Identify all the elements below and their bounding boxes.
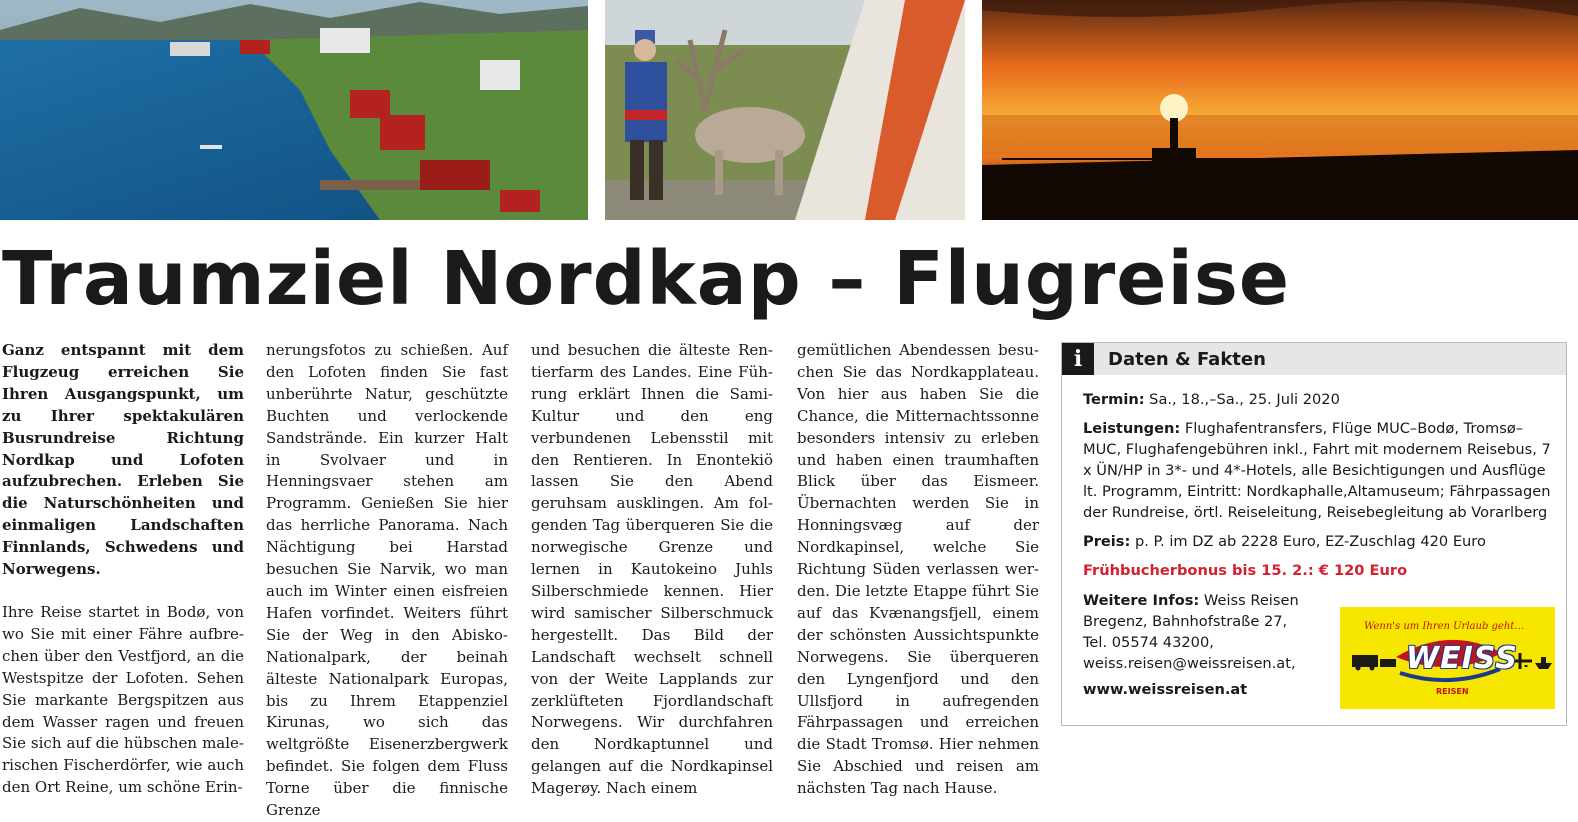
article-column-3 <box>531 340 773 798</box>
preis-value: p. P. im DZ ab 2228 Euro, EZ-Zuschlag 420 Euro <box>1130 533 1486 550</box>
facts-contact <box>1083 590 1345 700</box>
infos-phone: Tel. 05574 43200, <box>1083 634 1214 651</box>
article-paragraph-4: gemütlichen Abendessen besuchen Sie das Nordkapplateau. Von hier aus haben Sie die Chance, die Mitternachtssonne besonders intensiv zu erleben und haben einen traumhaften Blick über das Eismeer. Übernachten werden Sie in Honningsvæg auf der Nordkapinsel, welche Sie Richtung Süden verlassen werden. Die letzte Etappe führt Sie auf das Kvænangsfjell, einem der schönsten Aussichtspunkte Norwegens. Sie überqueren den Lyngenfjord und den Ullsfjord in aufregenden Fährpassagen und erreichen die Stadt Tromsø. Hier nehmen Sie Abschied und reisen am nächsten Tag nach Hause. <box>797 341 1039 798</box>
article-paragraph-1: Ihre Reise startet in Bodø, von wo Sie mit einer Fähre aufbrechen über den Vestfjord, an die Westspitze der Lofoten. Sehen Sie markante Bergspitzen aus dem Wasser ragen und freuen Sie sich auf die hübschen malerischen Fischerdörfer, wie auch den Ort Reine, um schöne Erin- <box>2 602 244 797</box>
sami-reindeer-photo <box>605 0 965 220</box>
facts-header <box>1062 343 1566 375</box>
infos-company: Weiss Reisen <box>1199 592 1299 609</box>
article-paragraph-3: und besuchen die älteste Rentierfarm des Landes. Eine Führung erklärt Ihnen die Sami-Kultur und den eng verbundenen Lebensstil mit den Rentieren. In Enontekiö lassen Sie den Abend geruhsam ausklingen. Am folgenden Tag überqueren Sie die norwegische Grenze und lernen in Kautokeino Juhls Silberschmiede kennen. Hier wird samischer Silberschmuck hergestellt. Das Bild der Landschaft wechselt schnell von der Weite Lapplands zur zerklüfteten Fjordlandschaft Norwegens. Wir durchfahren den Nordkaptunnel und gelangen auf die Nordkapinsel Magerøy. Nach einem <box>531 341 773 798</box>
logo-slogan: Wenn's um Ihren Urlaub geht… <box>1364 621 1525 632</box>
infos-label: Weitere Infos: <box>1083 592 1200 609</box>
termin-label: Termin: <box>1083 391 1145 408</box>
logo-brand: WEISS <box>1406 641 1518 676</box>
weiss-reisen-logo <box>1340 607 1555 709</box>
early-bird-bonus: Frühbucherbonus bis 15. 2.: € 120 Euro <box>1083 562 1408 579</box>
article-column-2 <box>266 340 508 820</box>
lofoten-village-photo <box>0 0 588 220</box>
article-paragraph-2: nerungsfotos zu schießen. Auf den Lofoten finden Sie fast unberührte Natur, geschützte Buchten und verlockende Sandstrände. Ein kurzer Halt in Svolvaer und in Henningsvaer stehen am Programm. Genießen Sie hier das herrliche Panorama. Nach Nächtigung bei Harstad besuchen Sie Narvik, wo man auch im Winter einen eisfreien Hafen vorfindet. Weiters führt Sie der Weg in den Abisko-Nationalpark, der beinah älteste Nationalpark Europas, bis zu Ihrem Etappenziel Kirunas, wo sich das weltgrößte Eisenerzbergwerk befindet. Sie folgen dem Fluss Torne über die finnische Grenze <box>266 341 508 820</box>
leistungen-value: Flughafentransfers, Flüge MUC–Bodø, Tromsø–MUC, Flughafengebühren inkl., Fahrt mit modernem Reisebus, 7 x ÜN/HP in 3*- und 4*-Hotels, alle Besichtigungen und Ausflüge lt. Programm, Eintritt: Nordkaphalle,Altamuseum; Fährpassagen der Rundreise, örtl. Reiseleitung, Reisebegleitung ab Vorarlberg <box>1083 420 1551 521</box>
website-link[interactable]: www.weissreisen.at <box>1083 681 1248 698</box>
preis-label: Preis: <box>1083 533 1131 550</box>
infos-address: Bregenz, Bahnhofstraße 27, <box>1083 613 1288 630</box>
termin-value: Sa., 18.,–Sa., 25. Juli 2020 <box>1144 391 1340 408</box>
article-column-4 <box>797 340 1039 798</box>
headline: Traumziel Nordkap – Flugreise <box>2 236 1291 322</box>
sami-reindeer-image <box>605 0 965 220</box>
article-column-1 <box>2 340 244 797</box>
ship-icon <box>1535 657 1552 669</box>
facts-title: Daten & Fakten <box>1108 348 1266 370</box>
facts-preis <box>1083 531 1552 552</box>
infos-email[interactable]: weiss.reisen@weissreisen.at, <box>1083 655 1296 672</box>
info-icon: i <box>1062 343 1094 375</box>
car-icon <box>1380 659 1396 667</box>
facts-leistungen <box>1083 418 1552 523</box>
logo-brand-sub: REISEN <box>1436 687 1469 696</box>
article-lead: Ganz entspannt mit dem Flugzeug erreichen Sie Ihren Ausgangspunkt, um zu Ihrer spektakulären Busrundreise Richtung Nordkap und Lofoten aufzubrechen. Erleben Sie die Naturschönheiten und einmaligen Landschaften Finnlands, Schwedens und Norwegens. <box>2 341 244 579</box>
facts-termin <box>1083 389 1552 410</box>
nordkap-sunset-image <box>982 0 1578 220</box>
nordkap-midnight-sun-photo <box>982 0 1578 220</box>
lofoten-village-image <box>0 0 588 220</box>
bus-icon <box>1352 655 1378 671</box>
leistungen-label: Leistungen: <box>1083 420 1181 437</box>
